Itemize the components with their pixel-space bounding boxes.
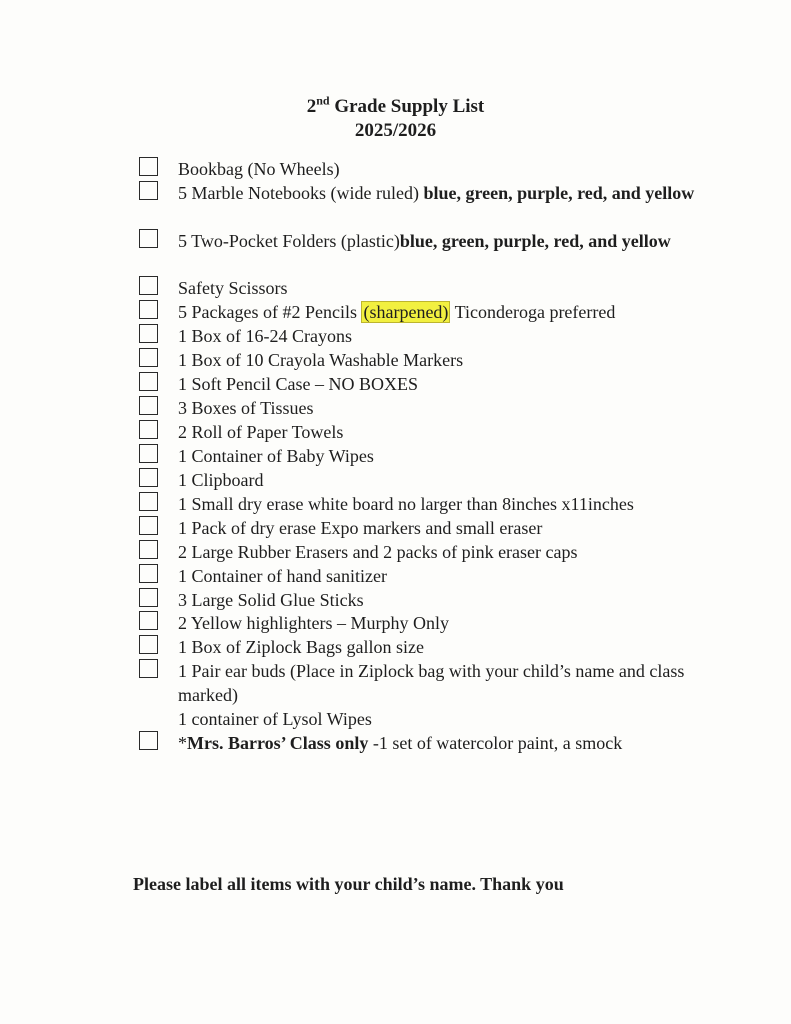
item-text: 5 Packages of #2 Pencils bbox=[178, 302, 362, 322]
item-text: 2 Large Rubber Erasers and 2 packs of pink eraser caps bbox=[178, 542, 578, 562]
list-item bbox=[178, 612, 738, 636]
list-item bbox=[178, 397, 738, 421]
checkbox-paper-towels[interactable] bbox=[139, 420, 158, 439]
list-item bbox=[178, 230, 738, 254]
checkbox-erasers[interactable] bbox=[139, 540, 158, 559]
list-item bbox=[178, 708, 738, 732]
checkbox-highlighters[interactable] bbox=[139, 611, 158, 630]
item-text: 1 Pack of dry erase Expo markers and small eraser bbox=[178, 518, 543, 538]
item-text: 3 Large Solid Glue Sticks bbox=[178, 590, 364, 610]
list-item bbox=[178, 349, 738, 373]
item-text: Safety Scissors bbox=[178, 278, 288, 298]
highlighted-text: (sharpened) bbox=[363, 302, 449, 322]
page-title bbox=[0, 93, 791, 118]
list-item bbox=[178, 182, 738, 206]
list-item bbox=[178, 660, 713, 707]
item-text: * bbox=[178, 733, 187, 753]
item-colors: blue, green, purple, red, and yellow bbox=[399, 231, 671, 251]
item-text: 1 Soft Pencil Case – NO BOXES bbox=[178, 374, 418, 394]
list-item bbox=[178, 301, 738, 325]
list-item bbox=[178, 325, 738, 349]
list-item bbox=[178, 158, 738, 182]
checkbox-sanitizer[interactable] bbox=[139, 564, 158, 583]
list-item bbox=[178, 517, 738, 541]
list-item bbox=[178, 541, 738, 565]
item-text: -1 set of watercolor paint, a smock bbox=[368, 733, 623, 753]
checkbox-ear-buds[interactable] bbox=[139, 659, 158, 678]
list-item bbox=[178, 636, 738, 660]
checkbox-white-board[interactable] bbox=[139, 492, 158, 511]
item-text: 1 Container of hand sanitizer bbox=[178, 566, 387, 586]
item-text: 1 Pair ear buds (Place in Ziplock bag with your child’s name and class marked) bbox=[178, 661, 685, 705]
list-item bbox=[178, 277, 738, 301]
item-text: 1 Box of Ziplock Bags gallon size bbox=[178, 637, 424, 657]
item-text: Ticonderoga preferred bbox=[450, 302, 616, 322]
list-item bbox=[178, 469, 738, 493]
title-grade: 2 bbox=[306, 96, 317, 117]
item-text: 2 Yellow highlighters – Murphy Only bbox=[178, 613, 450, 633]
item-text: 2 Roll of Paper Towels bbox=[178, 422, 344, 442]
item-text: 1 Box of 10 Crayola Washable Markers bbox=[178, 350, 464, 370]
checkbox-barros-class[interactable] bbox=[139, 731, 158, 750]
list-item bbox=[178, 373, 738, 397]
checkbox-glue-sticks[interactable] bbox=[139, 588, 158, 607]
item-text: 5 Marble Notebooks (wide ruled) bbox=[178, 183, 424, 203]
checkbox-markers[interactable] bbox=[139, 348, 158, 367]
checkbox-crayons[interactable] bbox=[139, 324, 158, 343]
title-rest: Grade Supply List bbox=[329, 96, 485, 117]
checkbox-tissues[interactable] bbox=[139, 396, 158, 415]
checkbox-folders[interactable] bbox=[139, 229, 158, 248]
item-text: 1 Container of Baby Wipes bbox=[178, 446, 374, 466]
item-class-note: Mrs. Barros’ Class only bbox=[187, 733, 369, 753]
title-grade-suffix: nd bbox=[316, 93, 330, 108]
item-text: 5 Two-Pocket Folders (plastic) bbox=[178, 231, 400, 251]
item-text: 1 Clipboard bbox=[178, 470, 264, 490]
list-item bbox=[178, 493, 758, 517]
footer-note: Please label all items with your child’s name. Thank you bbox=[133, 874, 564, 894]
list-item bbox=[178, 445, 738, 469]
item-text: 1 container of Lysol Wipes bbox=[178, 709, 372, 729]
list-item bbox=[178, 421, 738, 445]
checkbox-pencil-case[interactable] bbox=[139, 372, 158, 391]
list-item bbox=[178, 565, 738, 589]
item-text: Bookbag (No Wheels) bbox=[178, 159, 340, 179]
checkbox-expo-markers[interactable] bbox=[139, 516, 158, 535]
checkbox-ziplock-bags[interactable] bbox=[139, 635, 158, 654]
checkbox-marble-notebooks[interactable] bbox=[139, 181, 158, 200]
item-text: 1 Box of 16-24 Crayons bbox=[178, 326, 352, 346]
checkbox-clipboard[interactable] bbox=[139, 468, 158, 487]
checkbox-pencils[interactable] bbox=[139, 300, 158, 319]
list-item bbox=[178, 589, 738, 613]
school-year: 2025/2026 bbox=[354, 120, 437, 141]
item-text: 3 Boxes of Tissues bbox=[178, 398, 314, 418]
item-colors: blue, green, purple, red, and yellow bbox=[423, 183, 695, 203]
checkbox-bookbag[interactable] bbox=[139, 157, 158, 176]
item-text: 1 Small dry erase white board no larger than 8inches x11inches bbox=[178, 494, 634, 514]
checkbox-baby-wipes[interactable] bbox=[139, 444, 158, 463]
checkbox-scissors[interactable] bbox=[139, 276, 158, 295]
list-item bbox=[178, 732, 738, 756]
